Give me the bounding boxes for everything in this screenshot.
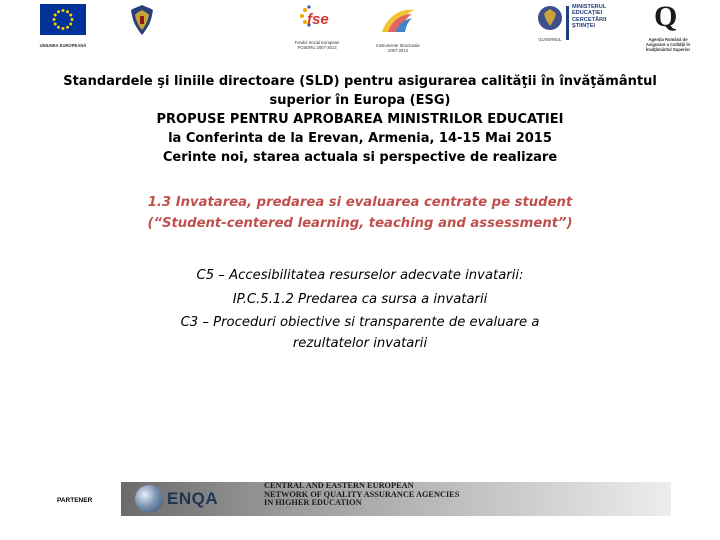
eu-caption: UNIUNEA EUROPEANĂ bbox=[39, 43, 87, 48]
section-heading bbox=[80, 192, 640, 234]
criterion-c3-line-2: rezultatelor invatarii bbox=[292, 335, 428, 351]
criteria-list bbox=[90, 264, 630, 353]
eu-flag-icon bbox=[40, 4, 86, 35]
enqa-network-name bbox=[264, 482, 459, 508]
ministry-divider bbox=[566, 6, 569, 40]
title-line-3: PROPUSE PENTRU APROBAREA MINISTRILOR EDUCATIEI bbox=[156, 112, 564, 127]
ministry-logo bbox=[566, 4, 618, 40]
government-caption: GUVERNUL bbox=[538, 37, 562, 42]
section-heading-en: (“Student-centered learning, teaching and assessment”) bbox=[147, 216, 573, 231]
aracis-logo bbox=[636, 0, 700, 52]
section-heading-ro: 1.3 Invatarea, predarea si evaluarea centrate pe student bbox=[147, 195, 573, 210]
enqa-line-2: NETWORK OF QUALITY ASSURANCE AGENCIES bbox=[264, 489, 460, 499]
globe-icon bbox=[135, 485, 163, 513]
structural-instruments-icon bbox=[378, 4, 418, 36]
fse-logo bbox=[290, 4, 344, 50]
fse-wordmark: fse bbox=[307, 11, 329, 28]
ministry-name: MINISTERUL EDUCAŢIEI CERCETĂRII ŞTIINŢEI bbox=[572, 4, 607, 29]
government-logo bbox=[534, 4, 566, 42]
structural-instruments-logo bbox=[368, 4, 428, 53]
title-line-5: Cerinte noi, starea actuala si perspective de realizare bbox=[162, 150, 558, 165]
criterion-c3-line-1: C3 – Proceduri obiective si transparente de evaluare a bbox=[180, 315, 540, 330]
slide-title bbox=[50, 72, 670, 167]
enqa-line-1: CENTRAL AND EASTERN EUROPEAN bbox=[264, 481, 414, 490]
government-crest-logo bbox=[126, 4, 158, 40]
structural-instruments-caption: Instrumente Structurale 2007-2013 bbox=[376, 43, 420, 53]
enqa-banner bbox=[121, 482, 671, 516]
title-line-2: superior în Europa (ESG) bbox=[269, 93, 451, 108]
coat-of-arms-icon bbox=[129, 4, 155, 36]
criterion-c5: C5 – Accesibilitatea resurselor adecvate invatarii: bbox=[196, 268, 524, 283]
title-line-1: Standardele şi liniile directoare (SLD) pentru asigurarea calităţii în învăţământul bbox=[63, 74, 657, 89]
fse-mark bbox=[290, 4, 344, 34]
logo-bar bbox=[0, 0, 720, 62]
aracis-caption: Agenţia Română de Asigurare a Calităţii în Învăţământul Superior bbox=[645, 37, 691, 52]
coat-of-arms-icon bbox=[537, 4, 563, 36]
aracis-q-mark: Q bbox=[654, 0, 678, 33]
enqa-wordmark: ENQA bbox=[167, 489, 219, 508]
enqa-line-3: IN HIGHER EDUCATION bbox=[264, 498, 362, 507]
indicator-ip-c5-1-2: IP.C.5.1.2 Predarea ca sursa a invatarii bbox=[232, 291, 488, 307]
fse-caption: Fondul Social European POSDRU 2007-2013 bbox=[294, 40, 340, 50]
title-line-4: la Conferinta de la Erevan, Armenia, 14-15 Mai 2015 bbox=[168, 131, 552, 146]
partner-label: PARTENER bbox=[57, 497, 93, 504]
eu-logo bbox=[36, 4, 90, 48]
